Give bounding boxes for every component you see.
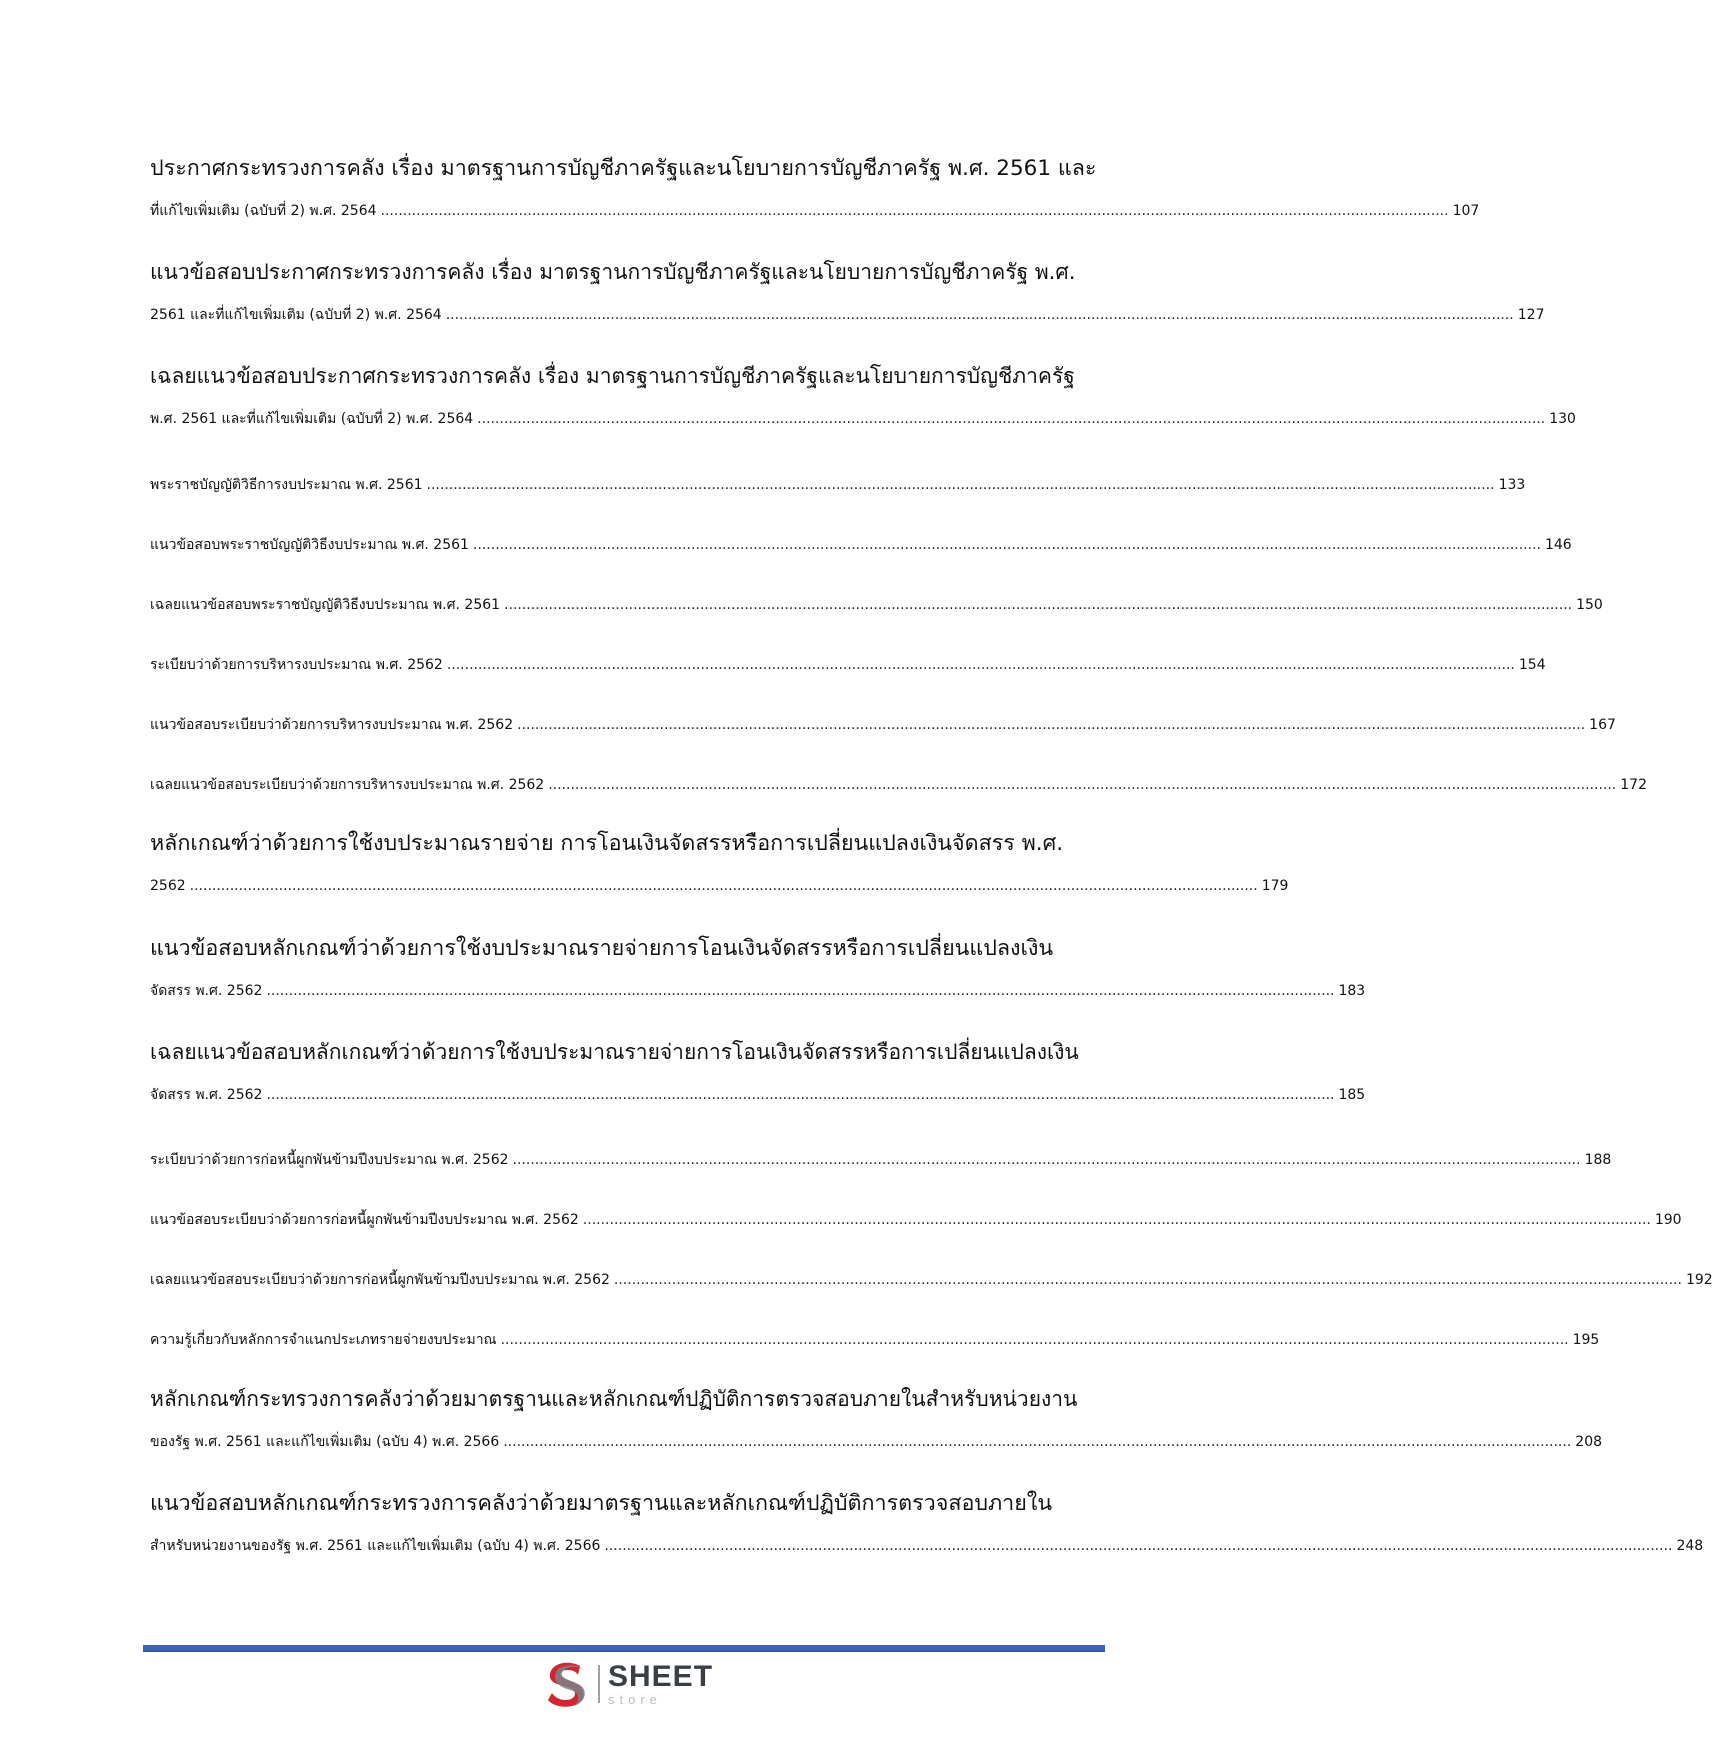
toc-entry-title: ของรัฐ พ.ศ. 2561 และแก้ไขเพิ่มเติม (ฉบับ 4) พ.ศ. 2566 xyxy=(150,1434,500,1450)
toc-entry-title: แนวข้อสอบระเบียบว่าด้วยการก่อหนี้ผูกพันข้ามปีงบประมาณ พ.ศ. 2562 xyxy=(150,1212,579,1228)
toc-entry[interactable] xyxy=(150,1199,1682,1242)
toc-entry[interactable] xyxy=(150,1031,1366,1117)
toc-entry-title-line: หลักเกณฑ์ว่าด้วยการใช้งบประมาณรายจ่าย การโอนเงินจัดสรรหรือการเปลี่ยนแปลงเงินจัดสรร พ.ศ. xyxy=(150,831,1064,856)
toc-page-number: 179 xyxy=(1261,878,1289,894)
toc-page-number: 146 xyxy=(1544,537,1572,553)
dot-leader xyxy=(473,524,1541,567)
toc-page-number: 190 xyxy=(1654,1212,1682,1228)
toc-entry[interactable] xyxy=(150,644,1546,687)
toc-page-number: 192 xyxy=(1685,1272,1713,1288)
toc-entry-title: เฉลยแนวข้อสอบพระราชบัญญัติวิธีงบประมาณ พ.ศ. 2561 xyxy=(150,597,501,613)
toc-entry-title: 2561 และที่แก้ไขเพิ่มเติม (ฉบับที่ 2) พ.ศ. 2564 xyxy=(150,307,442,323)
toc-page-number: 248 xyxy=(1676,1538,1704,1554)
toc-entry-title: จัดสรร พ.ศ. 2562 xyxy=(150,983,263,999)
dot-leader xyxy=(446,294,1514,337)
toc-page-number: 130 xyxy=(1549,411,1576,427)
toc-entry-title-line: หลักเกณฑ์กระทรวงการคลังว่าด้วยมาตรฐานและหลักเกณฑ์ปฏิบัติการตรวจสอบภายในสำหรับหน่วยงาน xyxy=(150,1387,1078,1411)
toc-entry[interactable] xyxy=(150,764,1647,807)
toc-entry-leader-line xyxy=(150,970,1366,1013)
toc-entry[interactable] xyxy=(150,524,1572,567)
toc-entry[interactable] xyxy=(150,464,1526,507)
toc-page-number: 167 xyxy=(1589,717,1616,733)
toc-entry-title: เฉลยแนวข้อสอบระเบียบว่าด้วยการบริหารงบประมาณ พ.ศ. 2562 xyxy=(150,777,545,793)
toc-entry-leader-line xyxy=(150,1199,1682,1242)
dot-leader xyxy=(381,190,1449,233)
toc-entry-title-line: เฉลยแนวข้อสอบหลักเกณฑ์ว่าด้วยการใช้งบประมาณรายจ่ายการโอนเงินจัดสรรหรือการเปลี่ยนแปลงเงิน xyxy=(150,1040,1079,1064)
toc-entry-title-line: เฉลยแนวข้อสอบประกาศกระทรวงการคลัง เรื่อง มาตรฐานการบัญชีภาครัฐและนโยบายการบัญชีภาครัฐ xyxy=(150,364,1075,388)
toc-entry[interactable] xyxy=(150,1482,1704,1568)
toc-entry-title-line: แนวข้อสอบหลักเกณฑ์กระทรวงการคลังว่าด้วยมาตรฐานและหลักเกณฑ์ปฏิบัติการตรวจสอบภายใน xyxy=(150,1491,1053,1516)
dot-leader xyxy=(477,398,1545,441)
toc-entry[interactable] xyxy=(150,355,1576,441)
toc-entry[interactable] xyxy=(150,1378,1603,1464)
toc-entry-leader-line xyxy=(150,1525,1704,1568)
logo-subtitle: store xyxy=(608,1692,662,1707)
footer-divider xyxy=(143,1645,1105,1652)
toc-entry-title: 2562 xyxy=(150,878,186,894)
toc-entry[interactable] xyxy=(150,704,1616,747)
toc-entry[interactable] xyxy=(150,822,1289,908)
toc-page-number: 188 xyxy=(1584,1152,1612,1168)
toc-entry-title: พระราชบัญญัติวิธีการงบประมาณ พ.ศ. 2561 xyxy=(150,477,423,493)
dot-leader xyxy=(266,1074,1334,1117)
toc-page-number: 185 xyxy=(1338,1087,1366,1103)
toc-entry-leader-line xyxy=(150,704,1616,747)
dot-leader xyxy=(190,865,1258,908)
toc-page-number: 195 xyxy=(1572,1332,1600,1348)
toc-entry-leader-line xyxy=(150,524,1572,567)
logo-divider xyxy=(598,1665,600,1703)
toc-entry-title: แนวข้อสอบระเบียบว่าด้วยการบริหารงบประมาณ พ.ศ. 2562 xyxy=(150,717,514,733)
dot-leader xyxy=(614,1259,1682,1302)
toc-page-number: 183 xyxy=(1338,983,1366,999)
toc-entry-title: ที่แก้ไขเพิ่มเติม (ฉบับที่ 2) พ.ศ. 2564 xyxy=(150,203,377,219)
toc-entry-title: แนวข้อสอบพระราชบัญญัติวิธีงบประมาณ พ.ศ. 2561 xyxy=(150,537,469,553)
toc-entry-leader-line xyxy=(150,464,1526,507)
toc-entry-leader-line xyxy=(150,294,1545,337)
toc-entry-leader-line xyxy=(150,190,1480,233)
toc-entry-leader-line xyxy=(150,644,1546,687)
toc-entry[interactable] xyxy=(150,1139,1612,1182)
toc-page-number: 154 xyxy=(1518,657,1546,673)
toc-page-number: 172 xyxy=(1620,777,1647,793)
toc-entry[interactable] xyxy=(150,1319,1600,1362)
sheet-store-logo-icon xyxy=(540,1658,592,1710)
toc-page-number: 107 xyxy=(1452,203,1480,219)
dot-leader xyxy=(604,1525,1672,1568)
dot-leader xyxy=(503,1421,1571,1464)
dot-leader xyxy=(501,1319,1569,1362)
sheet-store-logo xyxy=(540,1655,713,1713)
toc-entry[interactable] xyxy=(150,927,1366,1013)
toc-page-number: 127 xyxy=(1517,307,1545,323)
toc-entry-title: ระเบียบว่าด้วยการก่อหนี้ผูกพันข้ามปีงบประมาณ พ.ศ. 2562 xyxy=(150,1152,509,1168)
dot-leader xyxy=(583,1199,1651,1242)
dot-leader xyxy=(548,764,1616,807)
dot-leader xyxy=(504,584,1572,627)
toc-entry-leader-line xyxy=(150,1074,1366,1117)
toc-page-number: 133 xyxy=(1498,477,1526,493)
toc-entry-leader-line xyxy=(150,1139,1612,1182)
toc-entry-title-line: แนวข้อสอบหลักเกณฑ์ว่าด้วยการใช้งบประมาณรายจ่ายการโอนเงินจัดสรรหรือการเปลี่ยนแปลงเงิน xyxy=(150,936,1054,961)
toc-page-number: 208 xyxy=(1575,1434,1603,1450)
dot-leader xyxy=(513,1139,1581,1182)
toc-entry-leader-line xyxy=(150,764,1647,807)
toc-entry-leader-line xyxy=(150,865,1289,908)
toc-entry-leader-line xyxy=(150,584,1603,627)
toc-entry-leader-line xyxy=(150,1421,1603,1464)
toc-entry-title: ความรู้เกี่ยวกับหลักการจำแนกประเภทรายจ่ายงบประมาณ xyxy=(150,1332,497,1348)
logo-text xyxy=(608,1662,713,1706)
toc-entry-title: พ.ศ. 2561 และที่แก้ไขเพิ่มเติม (ฉบับที่ 2) พ.ศ. 2564 xyxy=(150,411,474,427)
toc-page-number: 150 xyxy=(1576,597,1603,613)
toc-entry[interactable] xyxy=(150,1259,1713,1302)
toc-entry-title-line: แนวข้อสอบประกาศกระทรวงการคลัง เรื่อง มาตรฐานการบัญชีภาครัฐและนโยบายการบัญชีภาครัฐ พ.ศ. xyxy=(150,260,1076,284)
toc-entry-title: สำหรับหน่วยงานของรัฐ พ.ศ. 2561 และแก้ไขเพิ่มเติม (ฉบับ 4) พ.ศ. 2566 xyxy=(150,1538,601,1554)
toc-entry-title: ระเบียบว่าด้วยการบริหารงบประมาณ พ.ศ. 2562 xyxy=(150,657,443,673)
toc-entry-title: จัดสรร พ.ศ. 2562 xyxy=(150,1087,263,1103)
dot-leader xyxy=(266,970,1334,1013)
toc-entry-title: เฉลยแนวข้อสอบระเบียบว่าด้วยการก่อหนี้ผูกพันข้ามปีงบประมาณ พ.ศ. 2562 xyxy=(150,1272,610,1288)
dot-leader xyxy=(517,704,1585,747)
toc-entry-title-line: ประกาศกระทรวงการคลัง เรื่อง มาตรฐานการบัญชีภาครัฐและนโยบายการบัญชีภาครัฐ พ.ศ. 2561 และ xyxy=(150,156,1097,181)
toc-entry-leader-line xyxy=(150,398,1576,441)
toc-entry[interactable] xyxy=(150,584,1603,627)
toc-entry[interactable] xyxy=(150,147,1480,233)
dot-leader xyxy=(427,464,1495,507)
toc-entry[interactable] xyxy=(150,251,1545,337)
dot-leader xyxy=(447,644,1515,687)
logo-name: SHEET xyxy=(608,1660,714,1693)
toc-entry-leader-line xyxy=(150,1259,1713,1302)
toc-entry-leader-line xyxy=(150,1319,1600,1362)
